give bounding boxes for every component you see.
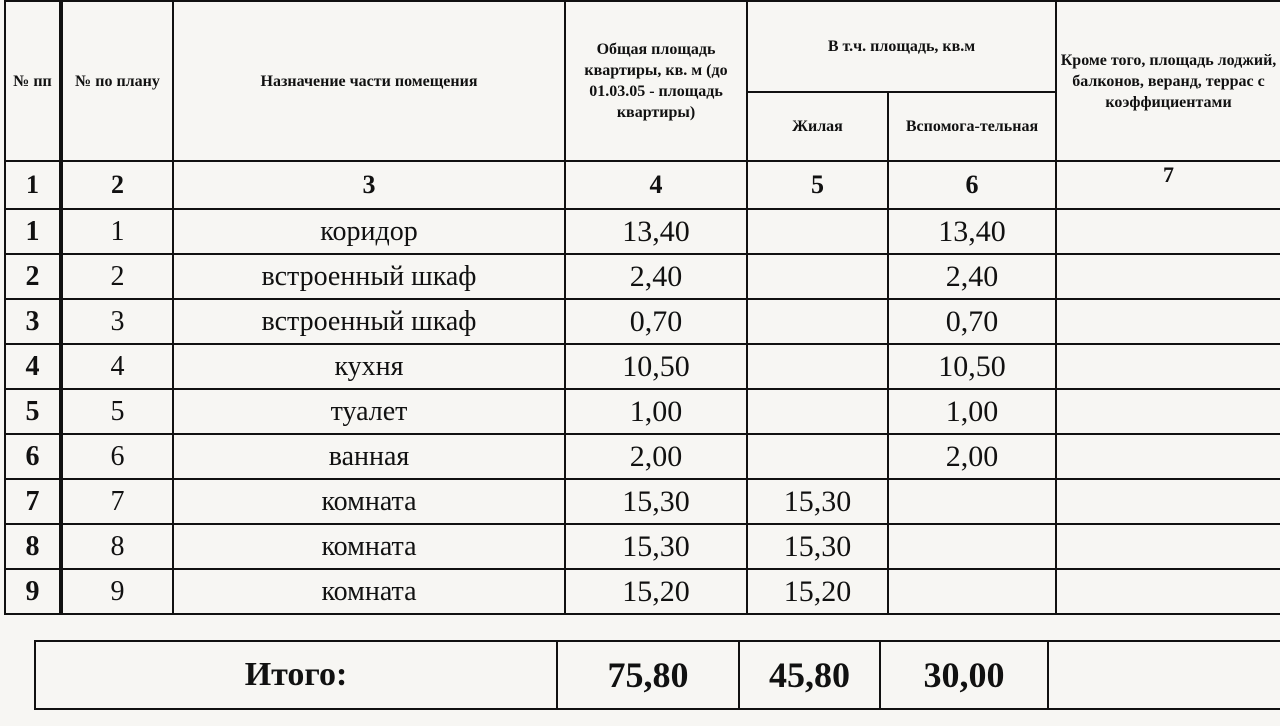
living-area [747, 434, 888, 479]
living-area [747, 209, 888, 254]
total-area: 2,40 [565, 254, 747, 299]
auxiliary-area [888, 524, 1056, 569]
table-row [5, 434, 1280, 479]
plan-number: 1 [61, 209, 173, 254]
room-name: комната [173, 569, 565, 614]
living-area: 15,20 [747, 569, 888, 614]
plan-number: 7 [61, 479, 173, 524]
totals-table [34, 640, 1280, 710]
auxiliary-area [888, 569, 1056, 614]
plan-number: 5 [61, 389, 173, 434]
auxiliary-area: 1,00 [888, 389, 1056, 434]
extra-area [1056, 299, 1280, 344]
extra-area [1056, 344, 1280, 389]
column-number: 6 [888, 161, 1056, 209]
totals-total-area: 75,80 [557, 641, 739, 709]
column-number: 1 [5, 161, 61, 209]
plan-number: 6 [61, 434, 173, 479]
table-row [5, 254, 1280, 299]
header-col-extra-area: Кроме того, площадь лоджий, балконов, веранд, террас с коэффициентами [1056, 1, 1280, 161]
auxiliary-area: 0,70 [888, 299, 1056, 344]
total-area: 13,40 [565, 209, 747, 254]
room-name: ванная [173, 434, 565, 479]
living-area: 15,30 [747, 479, 888, 524]
totals-auxiliary-area: 30,00 [880, 641, 1048, 709]
row-number: 2 [5, 254, 61, 299]
totals-living-area: 45,80 [739, 641, 880, 709]
living-area [747, 299, 888, 344]
living-area [747, 389, 888, 434]
plan-number: 9 [61, 569, 173, 614]
table-row [5, 524, 1280, 569]
row-number: 4 [5, 344, 61, 389]
column-number: 3 [173, 161, 565, 209]
room-area-table [4, 0, 1280, 615]
total-area: 15,20 [565, 569, 747, 614]
header-col-num: № пп [5, 1, 61, 161]
header-col-purpose: Назначение части помещения [173, 1, 565, 161]
row-number: 6 [5, 434, 61, 479]
table-row [5, 569, 1280, 614]
header-col-plan-num: № по плану [61, 1, 173, 161]
extra-area [1056, 524, 1280, 569]
table-row [5, 389, 1280, 434]
living-area [747, 254, 888, 299]
header-row [5, 1, 1280, 92]
header-col-living: Жилая [747, 92, 888, 161]
extra-area [1056, 389, 1280, 434]
plan-number: 3 [61, 299, 173, 344]
header-col-auxiliary: Вспомога-тельная [888, 92, 1056, 161]
extra-area [1056, 569, 1280, 614]
extra-area [1056, 434, 1280, 479]
total-area: 0,70 [565, 299, 747, 344]
row-number: 9 [5, 569, 61, 614]
plan-number: 8 [61, 524, 173, 569]
column-number: 4 [565, 161, 747, 209]
row-number: 1 [5, 209, 61, 254]
extra-area [1056, 254, 1280, 299]
table-gap [0, 632, 1280, 640]
table-row [5, 344, 1280, 389]
totals-row [35, 641, 1280, 709]
totals-label: Итого: [35, 641, 557, 709]
auxiliary-area: 13,40 [888, 209, 1056, 254]
row-number: 8 [5, 524, 61, 569]
room-name: коридор [173, 209, 565, 254]
column-number: 5 [747, 161, 888, 209]
row-number: 7 [5, 479, 61, 524]
room-name: комната [173, 479, 565, 524]
total-area: 15,30 [565, 479, 747, 524]
column-number-row [5, 161, 1280, 209]
auxiliary-area [888, 479, 1056, 524]
auxiliary-area: 2,00 [888, 434, 1056, 479]
row-number: 5 [5, 389, 61, 434]
table-row [5, 299, 1280, 344]
room-name: кухня [173, 344, 565, 389]
auxiliary-area: 10,50 [888, 344, 1056, 389]
living-area [747, 344, 888, 389]
totals-extra-area [1048, 641, 1280, 709]
extra-area [1056, 479, 1280, 524]
total-area: 2,00 [565, 434, 747, 479]
room-name: встроенный шкаф [173, 254, 565, 299]
total-area: 15,30 [565, 524, 747, 569]
header-col-total-area: Общая площадь квартиры, кв. м (до 01.03.05 - площадь квартиры) [565, 1, 747, 161]
plan-number: 2 [61, 254, 173, 299]
total-area: 10,50 [565, 344, 747, 389]
room-name: туалет [173, 389, 565, 434]
total-area: 1,00 [565, 389, 747, 434]
table-row [5, 479, 1280, 524]
living-area: 15,30 [747, 524, 888, 569]
table-row [5, 209, 1280, 254]
header-col-including-area: В т.ч. площадь, кв.м [747, 1, 1056, 92]
plan-number: 4 [61, 344, 173, 389]
room-name: комната [173, 524, 565, 569]
room-name: встроенный шкаф [173, 299, 565, 344]
column-number: 2 [61, 161, 173, 209]
extra-area [1056, 209, 1280, 254]
row-number: 3 [5, 299, 61, 344]
auxiliary-area: 2,40 [888, 254, 1056, 299]
column-number: 7 [1056, 161, 1280, 209]
